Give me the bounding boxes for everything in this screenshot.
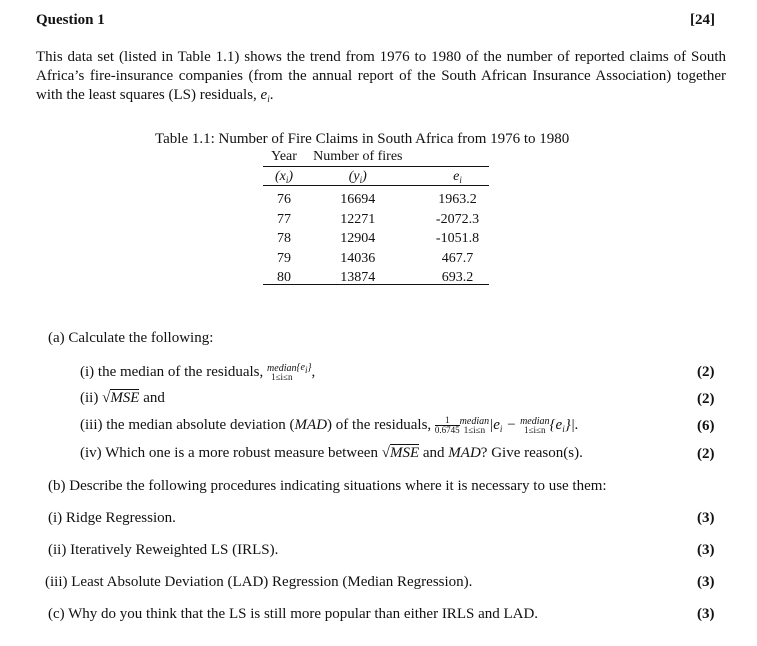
part-a-iv-after: ? Give reason(s). <box>480 445 583 461</box>
cell-residual: 467.7 <box>441 250 474 266</box>
table-row <box>263 229 505 249</box>
part-a-ii-text: (ii) <box>80 390 99 406</box>
intro-text: This data set (listed in Table 1.1) shows the trend from 1976 to 1980 of the number of reported claims of South Africa’s fire-insurance companies (from the annual report of the South African Insurance Association) together with the least squares (LS) residuals, <box>36 49 726 103</box>
part-a-iii: (iii) the median absolute deviation (MAD) of the residuals, $\frac{1}{0.6745}$ median 1≤i≤n $|e_i$ − median 1≤i≤n $\{e_i\}|$. <box>80 415 579 435</box>
part-a-iv <box>80 445 583 462</box>
part-a-ii-after: and <box>143 390 165 406</box>
cell-residual: 693.2 <box>441 270 474 285</box>
cell-fires: 13874 <box>340 270 376 285</box>
part-a-i: (i) the median of the residuals, median 1≤i≤n $^{\{ei\}}$, <box>80 362 316 382</box>
question-title: Question 1 <box>36 12 105 28</box>
part-b-iii: (iii) Least Absolute Deviation (LAD) Regression (Median Regression). <box>45 574 473 590</box>
table-row <box>263 210 505 230</box>
part-a-iv-text: (iv) Which one is a more robust measure between <box>80 445 378 461</box>
part-a-iii-after: ) of the residuals, <box>327 416 432 433</box>
marks-b-iii: (3) <box>697 574 715 590</box>
cell-year: 76 <box>277 192 292 207</box>
cell-year: 78 <box>277 231 292 246</box>
subheader-x: $(x_i)$ <box>275 168 294 185</box>
cell-fires: 16694 <box>340 192 376 207</box>
header-number-of-fires: Number of fires <box>313 149 403 164</box>
mad-symbol: MAD <box>294 416 328 433</box>
part-b-i: (i) Ridge Regression. <box>48 510 176 526</box>
cell-year: 77 <box>277 211 292 227</box>
table-row <box>263 190 505 210</box>
part-a-i-text: (i) the median of the residuals, <box>80 364 264 380</box>
marks-a-iv: (2) <box>697 446 715 462</box>
question-total-marks: [24] <box>690 12 715 28</box>
mad-symbol: MAD <box>448 445 481 461</box>
marks-a-i: (2) <box>697 364 715 380</box>
header-year: Year <box>271 149 297 164</box>
part-b-ii: (ii) Iteratively Reweighted LS (IRLS). <box>48 542 279 558</box>
sqrt-mse: √MSE <box>381 445 420 461</box>
sqrt-mse: √MSE <box>102 390 140 406</box>
cell-year: 79 <box>277 250 292 266</box>
median-operator: median 1≤i≤n <box>520 415 550 435</box>
cell-year: 80 <box>277 270 292 285</box>
marks-b-i: (3) <box>697 510 715 526</box>
fire-claims-table <box>263 147 505 288</box>
table-row <box>263 268 505 288</box>
cell-residual: -1051.8 <box>435 231 480 246</box>
intro-paragraph: This data set (listed in Table 1.1) shows the trend from 1976 to 1980 of the number of reported claims of South Africa’s fire-insurance companies (from the annual report of the South African Insurance Association) together with the least squares (LS) residuals, $e_i$. <box>36 49 726 104</box>
cell-fires: 14036 <box>340 250 376 266</box>
table-subheader-row <box>263 167 505 191</box>
part-a-iv-and: and <box>422 445 445 461</box>
mad-fraction: $\frac{1}{0.6745}$ <box>434 415 460 435</box>
subheader-e: $e_i$ <box>453 168 462 185</box>
table-row <box>263 249 505 269</box>
part-a-label: (a) Calculate the following: <box>48 330 214 346</box>
header-residual <box>411 147 505 167</box>
part-a-iii-text: (iii) the median absolute deviation ( <box>80 416 295 433</box>
table-caption: Table 1.1: Number of Fire Claims in South Africa from 1976 to 1980 <box>155 131 570 147</box>
marks-c: (3) <box>697 606 715 622</box>
cell-residual: -2072.3 <box>435 211 480 227</box>
marks-b-ii: (3) <box>697 542 715 558</box>
cell-residual: 1963.2 <box>438 192 477 207</box>
cell-fires: 12271 <box>340 211 376 227</box>
intro-residual-symbol: $e_i$ <box>260 87 270 104</box>
subheader-y: $(y_i)$ <box>348 168 367 185</box>
median-operator: median 1≤i≤n <box>267 362 297 382</box>
marks-a-ii: (2) <box>697 391 715 407</box>
median-operator: median 1≤i≤n <box>459 415 490 435</box>
part-a-ii <box>80 390 165 407</box>
marks-a-iii: (6) <box>697 418 715 434</box>
table-header-row <box>263 147 505 167</box>
part-b-label: (b) Describe the following procedures indicating situations where it is necessary to use them: <box>48 478 607 494</box>
cell-fires: 12904 <box>340 231 376 246</box>
part-c: (c) Why do you think that the LS is still more popular than either IRLS and LAD. <box>48 606 539 622</box>
